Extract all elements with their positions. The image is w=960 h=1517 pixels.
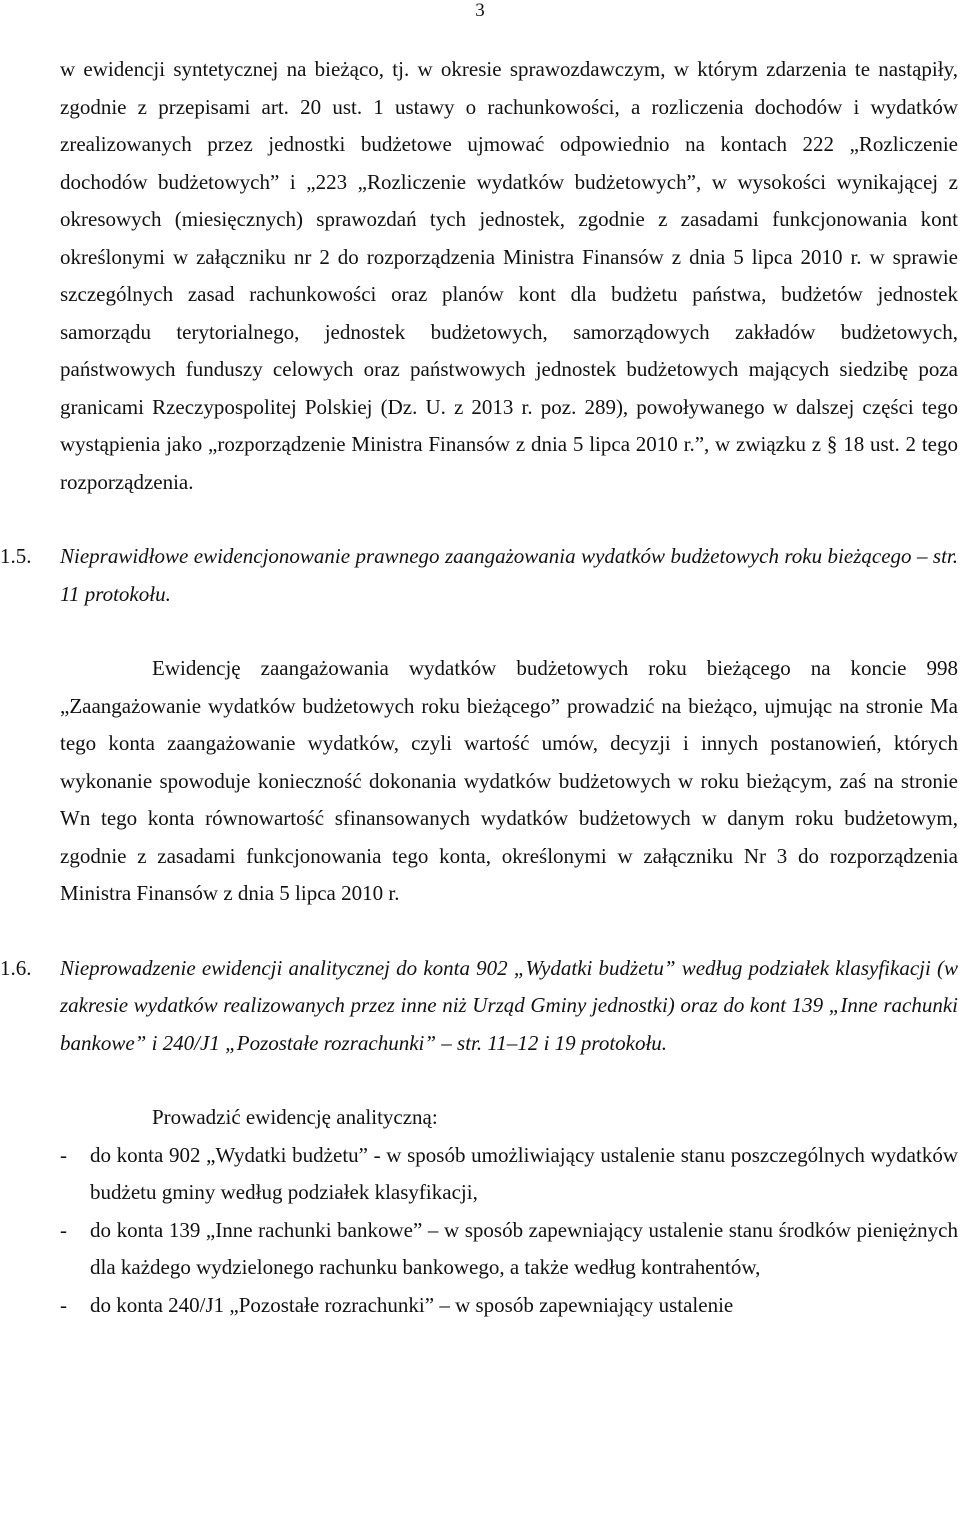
list-item (60, 1212, 958, 1287)
intro-paragraph: w ewidencji syntetycznej na bieżąco, tj. w okresie sprawozdawczym, w którym zdarzenia te nastąpiły, zgodnie z przepisami art. 20 ust. 1 ustawy o rachunkowości, a rozliczenia dochodów i wydatków zrealizowanych przez jednostki budżetowe ujmować odpowiednio na kontach 222 „Rozliczenie dochodów budżetowych” i „223 „Rozliczenie wydatków budżetowych”, w wysokości wynikającej z okresowych (miesięcznych) sprawozdań tych jednostek, zgodnie z zasadami funkcjonowania kont określonymi w załączniku nr 2 do rozporządzenia Ministra Finansów z dnia 5 lipca 2010 r. w sprawie szczególnych zasad rachunkowości oraz planów kont dla budżetu państwa, budżetów jednostek samorządu terytorialnego, jednostek budżetowych, samorządowych zakładów budżetowych, państwowych funduszy celowych oraz państwowych jednostek budżetowych mających siedzibę poza granicami Rzeczypospolitej Polskiej (Dz. U. z 2013 r. poz. 289), powoływanego w dalszej części tego wystąpienia jako „rozporządzenie Ministra Finansów z dnia 5 lipca 2010 r.”, w związku z § 18 ust. 2 tego rozporządzenia. (60, 57, 958, 494)
spacer (60, 1062, 958, 1099)
section-1-5-body: Ewidencję zaangażowania wydatków budżetowych roku bieżącego na koncie 998 „Zaangażowanie wydatków budżetowych roku bieżącego” prowadzić na bieżąco, ujmując na stronie Ma tego konta zaangażowanie wydatków, czyli wartość umów, decyzji i innych postanowień, których wykonanie spowoduje konieczność dokonania wydatków budżetowych w roku bieżącym, zaś na stronie Wn tego konta równowartość sfinansowanych wydatków budżetowych w danym roku budżetowym, zgodnie z zasadami funkcjonowania tego konta, określonymi w załączniku Nr 3 do rozporządzenia Ministra Finansów z dnia 5 lipca 2010 r. (60, 656, 958, 905)
list-item-text: do konta 240/J1 „Pozostałe rozrachunki” – w sposób zapewniający ustalenie (90, 1292, 734, 1317)
section-1-6-heading (0, 950, 958, 1063)
section-1-5-heading (0, 538, 958, 613)
spacer (60, 501, 958, 538)
document-body (0, 51, 958, 1324)
list-item-text: do konta 902 „Wydatki budżetu” - w sposób umożliwiający ustalenie stanu poszczególnych wydatków budżetu gminy według podziałek klasyfikacji, (90, 1142, 958, 1204)
section-title: Nieprawidłowe ewidencjonowanie prawnego zaangażowania wydatków budżetowych roku bieżącego – str. 11 protokołu. (60, 544, 958, 606)
section-number: 1.6. (0, 955, 32, 980)
page-number: 3 (475, 0, 485, 21)
recommendation-list (60, 1137, 958, 1325)
spacer (60, 913, 958, 950)
list-dash: - (60, 1217, 67, 1242)
section-1-6-lead: Prowadzić ewidencję analityczną: (152, 1105, 438, 1129)
section-title: Nieprowadzenie ewidencji analitycznej do konta 902 „Wydatki budżetu” według podziałek klasyfikacji (w zakresie wydatków realizowanych przez inne niż Urząd Gminy jednostki) oraz do kont 139 „Inne rachunki bankowe” i 240/J1 „Pozostałe rozrachunki” – str. 11–12 i 19 protokołu. (60, 955, 958, 1055)
list-item-text: do konta 139 „Inne rachunki bankowe” – w sposób zapewniający ustalenie stanu środków pieniężnych dla każdego wydzielonego rachunku bankowego, a także według kontrahentów, (90, 1217, 958, 1279)
list-item (60, 1137, 958, 1212)
list-dash: - (60, 1142, 67, 1167)
list-item (60, 1287, 958, 1325)
section-number: 1.5. (0, 544, 32, 568)
list-dash: - (60, 1292, 67, 1317)
spacer (60, 613, 958, 650)
